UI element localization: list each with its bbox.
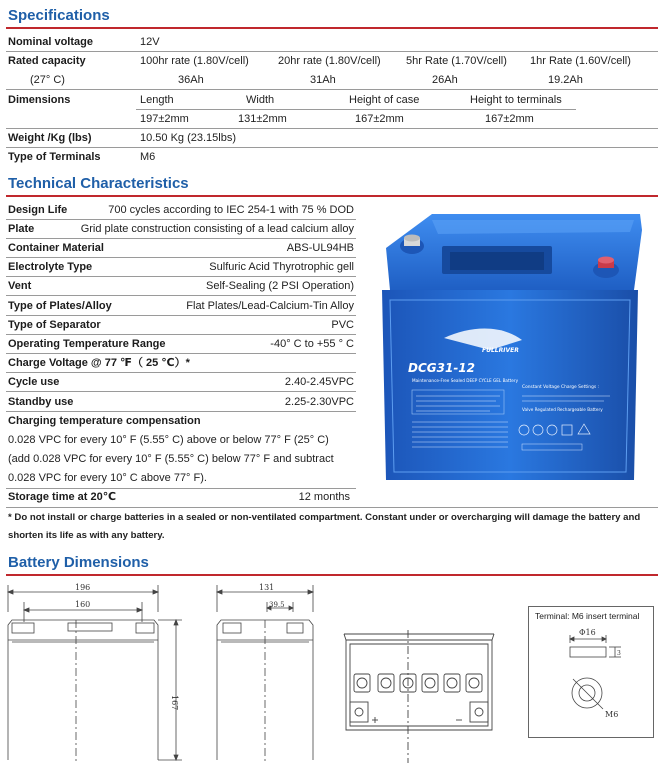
charge-voltage-label: Charge Voltage @ 77 ℉（ 25 ℃）* — [8, 357, 190, 369]
dimension-width: 131±2mm — [238, 113, 287, 125]
row-divider — [6, 372, 356, 373]
specifications-title: Specifications — [8, 7, 110, 24]
dimension-header-height-case: Height of case — [349, 94, 420, 106]
compensation-line-1: 0.028 VPC for every 10° F (5.55° C) above or below 77° F (25° C) — [8, 434, 329, 446]
row-divider — [6, 89, 658, 90]
terminals-label: Type of Terminals — [8, 151, 101, 163]
front-view-drawing — [0, 580, 190, 763]
dimension-header-length: Length — [140, 94, 174, 106]
dimension-height-terminals: 167±2mm — [485, 113, 534, 125]
storage-value: 12 months — [298, 491, 350, 503]
row-divider — [6, 488, 356, 489]
operating-temp-label: Operating Temperature Range — [8, 338, 166, 350]
plate-label: Plate — [8, 223, 35, 235]
design-life-label: Design Life — [8, 204, 68, 216]
specifications-rule — [6, 27, 658, 29]
battery-model-text: DCG31-12 — [408, 361, 475, 375]
container-material-value: ABS-UL94HB — [286, 242, 354, 254]
compensation-line-3: 0.028 VPC for every 10° C above 77° F). — [8, 472, 207, 484]
operating-temp-value: -40° C to +55 ° C — [270, 338, 354, 350]
compensation-line-2: (add 0.028 VPC for every 10° F (5.55° C) below 77° F and subtract — [8, 453, 334, 465]
plates-alloy-label: Type of Plates/Alloy — [8, 300, 112, 312]
front-inner-width: 160 — [75, 600, 91, 609]
design-life-value: 700 cycles according to IEC 254-1 with 75 % DOD — [108, 204, 354, 216]
separator-label: Type of Separator — [8, 319, 101, 331]
front-height: 167 — [170, 695, 179, 711]
row-divider — [136, 109, 576, 110]
rate-100hr: 100hr rate (1.80V/cell) — [140, 55, 249, 67]
technical-rule — [6, 195, 658, 197]
nominal-voltage-value: 12V — [140, 36, 160, 48]
cycle-use-label: Cycle use — [8, 376, 60, 388]
rate-5hr: 5hr Rate (1.70V/cell) — [406, 55, 507, 67]
side-overall-width: 131 — [259, 583, 275, 592]
nominal-voltage-label: Nominal voltage — [8, 36, 93, 48]
dimensions-title: Battery Dimensions — [8, 554, 149, 571]
warning-note-line-1: * Do not install or charge batteries in a sealed or non-ventilated compartment. Constant under or overcharging will damage the battery and — [8, 512, 641, 523]
dimensions-rule — [6, 574, 658, 576]
row-divider — [6, 128, 658, 129]
terminal-diameter: Φ16 — [579, 628, 596, 637]
row-divider — [6, 219, 356, 220]
dimension-header-height-terminals: Height to terminals — [470, 94, 562, 106]
container-material-label: Container Material — [8, 242, 104, 254]
rated-capacity-label: Rated capacity — [8, 55, 86, 67]
weight-label: Weight /Kg (lbs) — [8, 132, 92, 144]
row-divider — [6, 507, 658, 508]
rate-20hr: 20hr rate (1.80V/cell) — [278, 55, 381, 67]
dimensions-label: Dimensions — [8, 94, 71, 106]
terminal-detail-title: Terminal: M6 insert terminal — [535, 611, 640, 621]
plate-value: Grid plate construction consisting of a lead calcium alloy — [80, 223, 354, 235]
side-offset: 39.5 — [269, 601, 285, 609]
row-divider — [6, 411, 356, 412]
vent-label: Vent — [8, 280, 32, 292]
capacity-1hr: 19.2Ah — [548, 74, 583, 86]
row-divider — [6, 334, 356, 335]
storage-label: Storage time at 20℃ — [8, 491, 117, 503]
vent-value: Self-Sealing (2 PSI Operation) — [206, 280, 354, 292]
dimension-length: 197±2mm — [140, 113, 189, 125]
battery-brand-text: FULLRIVER — [482, 347, 519, 354]
row-divider — [6, 391, 356, 392]
battery-valve-text: Valve Regulated Rechargeable Battery — [522, 407, 603, 412]
capacity-20hr: 31Ah — [310, 74, 336, 86]
warning-note-line-2: shorten its life as with any battery. — [8, 530, 165, 541]
row-divider — [6, 276, 356, 277]
terminal-thread: M6 — [605, 710, 619, 719]
row-divider — [6, 51, 658, 52]
compensation-label: Charging temperature compensation — [8, 415, 201, 427]
battery-subtitle-text: Maintenance-Free Sealed DEEP CYCLE GEL Battery — [412, 378, 519, 383]
capacity-5hr: 26Ah — [432, 74, 458, 86]
plates-alloy-value: Flat Plates/Lead-Calcium-Tin Alloy — [186, 300, 354, 312]
top-view-drawing — [340, 630, 500, 763]
terminal-detail-drawing — [529, 621, 653, 737]
battery-charge-text: Constant Voltage Charge Settings : — [522, 385, 600, 390]
capacity-100hr: 36Ah — [178, 74, 204, 86]
separator-value: PVC — [331, 319, 354, 331]
cycle-use-value: 2.40-2.45VPC — [284, 376, 354, 388]
row-divider — [6, 315, 356, 316]
battery-image — [372, 200, 662, 490]
technical-title: Technical Characteristics — [8, 175, 189, 192]
standby-use-label: Standby use — [8, 396, 74, 408]
row-divider — [6, 257, 356, 258]
dimension-header-width: Width — [246, 94, 275, 106]
side-view-drawing — [205, 580, 325, 763]
electrolyte-value: Sulfuric Acid Thyrotrophic gell — [209, 261, 354, 273]
rate-1hr: 1hr Rate (1.60V/cell) — [530, 55, 631, 67]
electrolyte-label: Electrolyte Type — [8, 261, 93, 273]
row-divider — [6, 353, 356, 354]
row-divider — [6, 295, 356, 296]
standby-use-value: 2.25-2.30VPC — [284, 396, 354, 408]
dimension-height-case: 167±2mm — [355, 113, 404, 125]
row-divider — [6, 147, 658, 148]
front-overall-width: 196 — [75, 583, 91, 592]
terminal-depth: 3 — [617, 650, 621, 657]
terminal-detail-box — [528, 606, 654, 738]
rated-capacity-condition: (27° C) — [30, 74, 65, 86]
terminals-value: M6 — [140, 151, 156, 163]
weight-value: 10.50 Kg (23.15lbs) — [140, 132, 237, 144]
row-divider — [6, 238, 356, 239]
